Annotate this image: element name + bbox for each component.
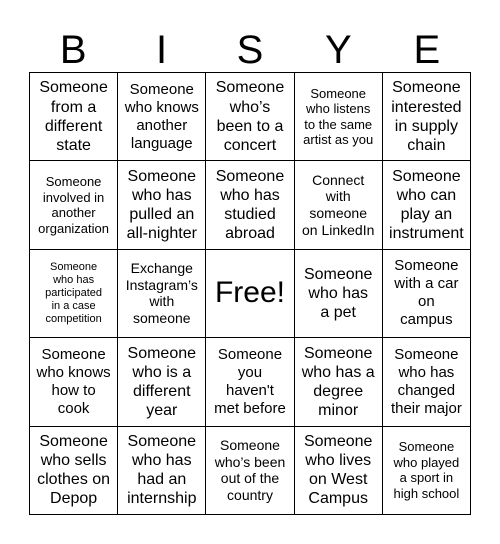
header-letter-s: S bbox=[236, 28, 264, 72]
bingo-cell-text: Someone interested in supply chain bbox=[391, 79, 462, 154]
bingo-cell-text: Someone who played a sport in high school bbox=[393, 439, 460, 501]
bingo-cell-text: Someone you haven't met before bbox=[214, 345, 286, 417]
bingo-cell[interactable] bbox=[206, 73, 294, 161]
bingo-cell-text: Someone who has participated in a case competition bbox=[45, 260, 103, 326]
bingo-cell[interactable] bbox=[383, 161, 471, 249]
header-letter-i: I bbox=[156, 28, 168, 72]
bingo-cell[interactable] bbox=[118, 250, 206, 338]
bingo-header bbox=[29, 28, 471, 72]
bingo-cell[interactable] bbox=[30, 338, 118, 426]
bingo-cell-text: Someone who has pulled an all-nighter bbox=[126, 167, 197, 243]
bingo-cell-text: Someone who lives on West Campus bbox=[303, 432, 373, 508]
bingo-cell-text: Someone who has studied abroad bbox=[215, 167, 285, 243]
bingo-cell-text: Someone who is a different year bbox=[127, 344, 197, 420]
bingo-cell[interactable] bbox=[295, 338, 383, 426]
bingo-cell[interactable] bbox=[206, 338, 294, 426]
bingo-cell-text: Someone with a car on campus bbox=[394, 257, 459, 329]
bingo-cell[interactable] bbox=[206, 427, 294, 515]
bingo-cell[interactable] bbox=[118, 161, 206, 249]
bingo-cell[interactable] bbox=[30, 250, 118, 338]
bingo-cell[interactable] bbox=[383, 73, 471, 161]
bingo-cell-text: Someone who has a pet bbox=[303, 265, 373, 322]
bingo-cell-text: Someone who has changed their major bbox=[390, 345, 462, 417]
bingo-cell-text: Someone who listens to the same artist as you bbox=[303, 85, 374, 148]
bingo-cell[interactable] bbox=[30, 161, 118, 249]
bingo-board bbox=[29, 72, 471, 515]
bingo-cell-text: Someone who can play an instrument bbox=[389, 167, 464, 243]
bingo-cell[interactable] bbox=[30, 73, 118, 161]
bingo-cell-text: Someone involved in another organization bbox=[38, 173, 109, 236]
bingo-cell[interactable] bbox=[118, 73, 206, 161]
bingo-cell-text: Someone who’s been to a concert bbox=[215, 79, 285, 154]
bingo-cell-text: Someone who knows another language bbox=[124, 80, 199, 152]
bingo-cell[interactable] bbox=[383, 338, 471, 426]
bingo-cell[interactable] bbox=[295, 161, 383, 249]
free-space-cell[interactable] bbox=[206, 250, 294, 338]
bingo-cell[interactable] bbox=[295, 427, 383, 515]
bingo-cell-text: Someone who has had an internship bbox=[127, 432, 197, 508]
bingo-cell[interactable] bbox=[383, 427, 471, 515]
bingo-cell[interactable] bbox=[206, 161, 294, 249]
header-letter-e: E bbox=[413, 28, 441, 72]
header-letter-y: Y bbox=[325, 28, 352, 72]
bingo-cell[interactable] bbox=[295, 73, 383, 161]
bingo-cell[interactable] bbox=[118, 427, 206, 515]
bingo-cell-text: Someone who’s been out of the country bbox=[214, 436, 286, 504]
bingo-cell-text: Someone who has a degree minor bbox=[301, 344, 375, 420]
bingo-cell-text: Connect with someone on LinkedIn bbox=[301, 171, 375, 238]
header-letter-b: B bbox=[59, 28, 87, 72]
bingo-cell-text: Exchange Instagram’s with someone bbox=[125, 259, 198, 327]
bingo-cell[interactable] bbox=[30, 427, 118, 515]
bingo-cell[interactable] bbox=[295, 250, 383, 338]
bingo-cell[interactable] bbox=[118, 338, 206, 426]
free-space-text: Free! bbox=[214, 276, 285, 310]
bingo-cell-text: Someone who knows how to cook bbox=[36, 345, 111, 417]
bingo-cell[interactable] bbox=[383, 250, 471, 338]
bingo-cell-text: Someone who sells clothes on Depop bbox=[37, 432, 111, 508]
bingo-cell-text: Someone from a different state bbox=[39, 79, 108, 154]
